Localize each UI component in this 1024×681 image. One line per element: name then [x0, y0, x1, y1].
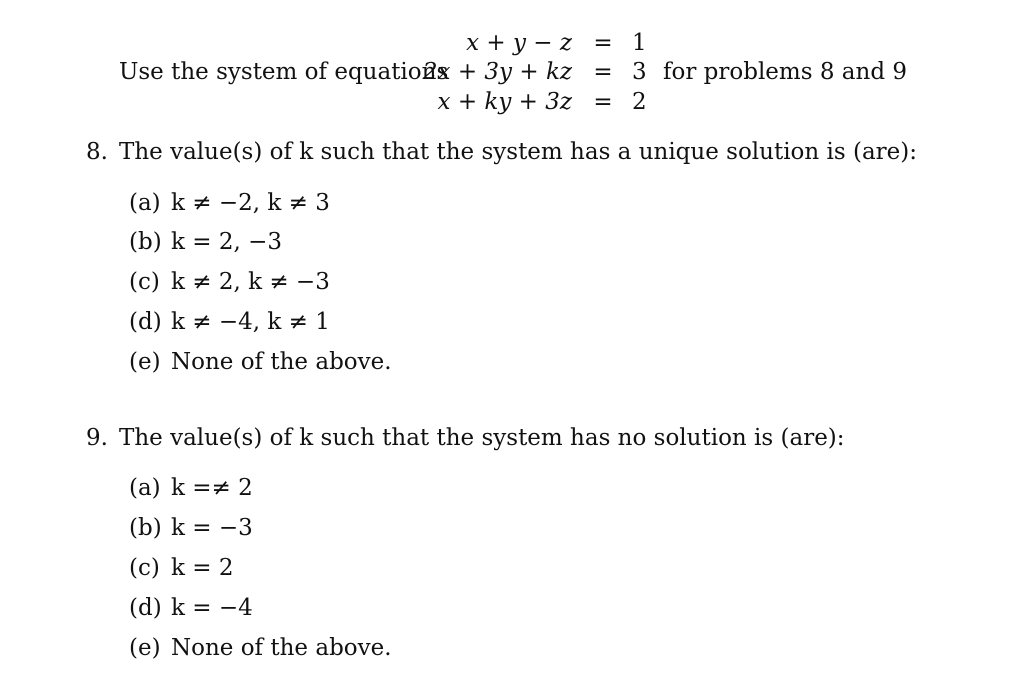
option-text: k = −3 [171, 515, 253, 541]
equation-3-lhs: x + ky + 3z [437, 89, 572, 115]
option-text: None of the above. [171, 349, 392, 375]
option-label: (a) [129, 190, 161, 216]
equation-2-lhs: 2x + 3y + kz [422, 59, 572, 85]
equation-1-equals: = [593, 30, 613, 56]
question-prompt: The value(s) of k such that the system has no solution is (are): [119, 425, 845, 451]
option-label: (d) [129, 595, 162, 621]
question-prompt: The value(s) of k such that the system has a unique solution is (are): [119, 139, 918, 165]
option-text: k = 2, −3 [171, 229, 282, 255]
option-label: (c) [129, 269, 160, 295]
option-text: k = 2 [171, 555, 234, 581]
option-label: (e) [129, 349, 161, 375]
option-label: (e) [129, 635, 161, 661]
option-text: k ≠ −4, k ≠ 1 [171, 309, 330, 335]
option-text: k ≠ 2, k ≠ −3 [171, 269, 330, 295]
intro-text: Use the system of equations [119, 59, 449, 85]
equation-3-rhs: 2 [632, 89, 647, 115]
equation-3-equals: = [593, 89, 613, 115]
equation-2-equals: = [593, 59, 613, 85]
option-label: (d) [129, 309, 162, 335]
intro-suffix: for problems 8 and 9 [663, 59, 907, 85]
option-text: k = −4 [171, 595, 253, 621]
question-number: 9. [86, 425, 108, 451]
option-label: (c) [129, 555, 160, 581]
option-text: None of the above. [171, 635, 392, 661]
option-label: (b) [129, 515, 162, 541]
equation-2-rhs: 3 [632, 59, 647, 85]
option-label: (b) [129, 229, 162, 255]
question-number: 8. [86, 139, 108, 165]
option-text: k ≠ −2, k ≠ 3 [171, 190, 330, 216]
option-text: k =≠ 2 [171, 475, 253, 501]
equation-1-lhs: x + y − z [466, 30, 572, 56]
option-label: (a) [129, 475, 161, 501]
equation-1-rhs: 1 [632, 30, 647, 56]
